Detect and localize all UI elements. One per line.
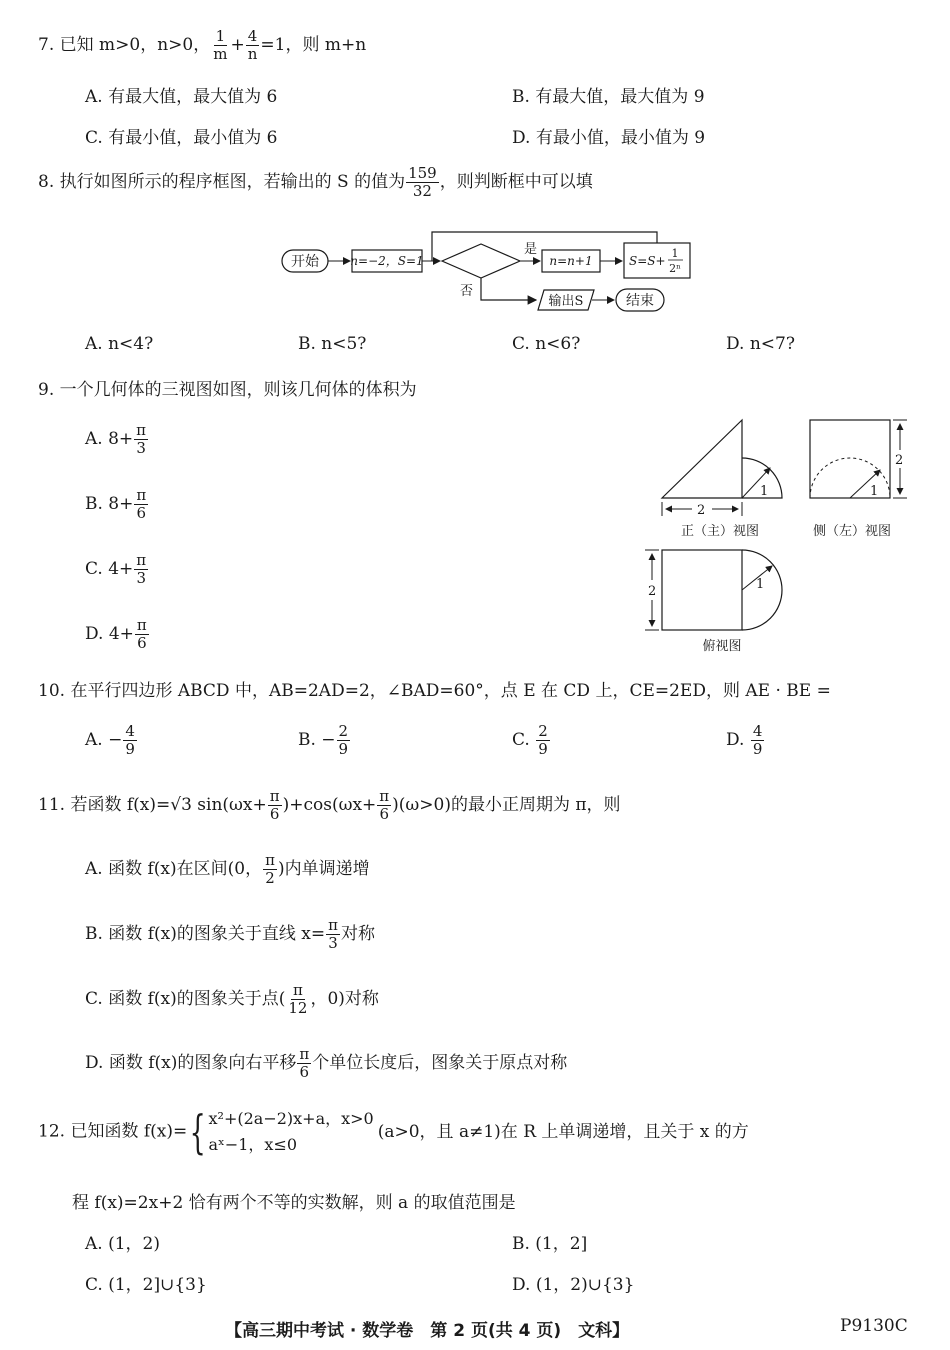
q9-option-b[interactable]	[85, 487, 149, 522]
q7-option-c[interactable]: C. 有最小值，最小值为 6	[85, 128, 278, 148]
flow-update-frac-num: 1	[671, 247, 679, 260]
q8-frac	[406, 165, 439, 200]
q8-prefix: 8. 执行如图所示的程序框图，若输出的 S 的值为	[38, 172, 406, 192]
q11-c-num: π	[293, 981, 303, 999]
q11-d-part1: D. 函数 f(x)的图象向右平移	[85, 1053, 297, 1073]
q10-c-frac	[536, 723, 550, 758]
q11-b-frac	[326, 917, 340, 952]
q9-option-a-label: A. 8+	[85, 429, 134, 449]
q9-option-a[interactable]	[85, 422, 149, 457]
q12-option-a[interactable]: A. (1，2)	[85, 1234, 160, 1254]
q8-option-c[interactable]: C. n<6?	[512, 334, 581, 354]
q10-d-den: 9	[752, 740, 763, 758]
side-view	[810, 420, 907, 539]
q11-d-num: π	[299, 1045, 310, 1063]
top-depth-label: 2	[648, 584, 657, 599]
q8-option-d[interactable]: D. n<7?	[726, 334, 795, 354]
q7-frac2-den: n	[247, 45, 258, 63]
q10-a-den: 9	[125, 740, 135, 758]
flow-step-label: n=n+1	[549, 254, 593, 268]
q11-f1-num: π	[269, 787, 280, 805]
paper-code: P9130C	[840, 1316, 908, 1336]
q11-c-den: 12	[288, 999, 308, 1017]
q11-a-den: 2	[265, 869, 275, 887]
q7-frac2	[246, 28, 260, 63]
q10-option-a[interactable]	[85, 723, 138, 758]
q11-a-part2: )内单调递增	[277, 859, 370, 879]
q9-c-den: 3	[136, 569, 146, 587]
flow-end-label: 结束	[626, 293, 654, 309]
q11-b-den: 3	[328, 934, 338, 952]
q12-part1: 12. 已知函数 f(x)=	[38, 1121, 188, 1142]
q10-c-num: 2	[538, 722, 548, 740]
q11-a-frac	[263, 852, 277, 887]
question-10-stem: 10. 在平行四边形 ABCD 中，AB=2AD=2，∠BAD=60°，点 E 在 CD 上，CE=2ED，则 AE · BE =	[38, 681, 831, 701]
q12-option-c[interactable]: C. (1，2]∪{3}	[85, 1275, 207, 1295]
flow-start-label: 开始	[291, 254, 319, 270]
question-9-stem: 9. 一个几何体的三视图如图，则该几何体的体积为	[38, 380, 417, 400]
q11-d-den: 6	[299, 1063, 310, 1081]
top-radius-label: 1	[756, 577, 765, 592]
q9-c-num: π	[136, 551, 147, 569]
front-view	[662, 420, 782, 539]
side-height-label: 2	[895, 453, 904, 468]
q12-part2: (a>0，且 a≠1)在 R 上单调递增，且关于 x 的方	[377, 1121, 749, 1142]
q11-a-part1: A. 函数 f(x)在区间(0，	[85, 859, 263, 879]
q9-option-d-label: D. 4+	[85, 624, 134, 644]
q10-d-frac	[751, 723, 765, 758]
q9-a-den: 3	[136, 439, 146, 457]
front-view-caption: 正（主）视图	[680, 524, 760, 539]
q12-line2: 程 f(x)=2x+2 恰有两个不等的实数解，则 a 的取值范围是	[72, 1193, 516, 1213]
q7-suffix: =1，则 m+n	[260, 35, 367, 55]
q9-option-c-frac	[134, 552, 148, 587]
q11-b-num: π	[328, 916, 338, 934]
question-12-stem	[38, 1106, 749, 1158]
three-view-drawing	[640, 410, 920, 660]
q10-b-frac	[337, 723, 351, 758]
q9-option-b-label: B. 8+	[85, 494, 134, 514]
q10-b-label: B. −	[298, 730, 336, 750]
flow-yes-label: 是	[524, 242, 538, 257]
q12-option-b[interactable]: B. (1，2]	[512, 1234, 588, 1254]
question-7-stem	[38, 28, 366, 63]
q9-option-c[interactable]	[85, 552, 149, 587]
flow-init-label: n=−2，S=1	[350, 254, 424, 268]
q7-frac1	[211, 28, 229, 63]
q7-option-d[interactable]: D. 有最小值，最小值为 9	[512, 128, 706, 148]
q9-option-d-frac	[135, 617, 149, 652]
q10-b-num: 2	[338, 722, 349, 740]
flow-output-label: 输出S	[548, 294, 584, 309]
q7-frac2-num: 4	[247, 27, 258, 45]
program-flowchart	[270, 222, 700, 322]
q9-a-num: π	[136, 421, 147, 439]
q9-b-num: π	[136, 486, 147, 504]
q11-b-part1: B. 函数 f(x)的图象关于直线 x=	[85, 924, 326, 944]
q8-suffix: ，则判断框中可以填	[439, 172, 593, 192]
q12-case2: aˣ−1，x≤0	[208, 1135, 298, 1154]
q7-option-b[interactable]: B. 有最大值，最大值为 9	[512, 87, 705, 107]
q11-frac2	[377, 788, 391, 823]
q10-option-c[interactable]	[512, 723, 551, 758]
q10-a-frac	[123, 723, 137, 758]
top-view-caption: 俯视图	[702, 639, 742, 654]
page-footer: 【高三期中考试 · 数学卷 第 2 页(共 4 页) 文科】	[225, 1321, 630, 1341]
q10-option-b[interactable]	[298, 723, 351, 758]
q10-d-num: 4	[752, 722, 763, 740]
q9-d-den: 6	[137, 634, 147, 652]
q11-option-a[interactable]	[85, 852, 370, 887]
flow-update-frac-den: 2ⁿ	[669, 262, 681, 275]
q12-case1: x²+(2a−2)x+a，x>0	[208, 1109, 374, 1128]
q11-c-part1: C. 函数 f(x)的图象关于点(	[85, 989, 286, 1009]
q11-part1: 11. 若函数 f(x)=√3 sin(ωx+	[38, 795, 267, 815]
question-8-stem	[38, 165, 593, 200]
q9-d-num: π	[136, 616, 147, 634]
q10-d-label: D.	[726, 730, 750, 750]
q11-b-part2: 对称	[340, 924, 375, 944]
q11-f1-den: 6	[269, 805, 280, 823]
q10-option-d[interactable]	[726, 723, 765, 758]
flow-loop-line	[432, 232, 657, 261]
q12-option-d[interactable]: D. (1，2)∪{3}	[512, 1275, 635, 1295]
flow-update-label: S=S+	[629, 254, 666, 268]
q10-a-label: A. −	[85, 730, 123, 750]
q11-option-c[interactable]	[85, 982, 379, 1017]
q7-frac1-den: m	[213, 45, 228, 63]
front-width-label: 2	[697, 503, 706, 518]
top-view	[645, 550, 782, 654]
q10-c-den: 9	[538, 740, 548, 758]
q10-a-num: 4	[125, 722, 135, 740]
q9-option-b-frac	[134, 487, 148, 522]
q11-c-frac	[286, 982, 309, 1017]
q12-brace-icon: {	[189, 1105, 206, 1159]
side-radius-label: 1	[870, 484, 879, 499]
q7-plus: +	[230, 35, 245, 55]
q11-d-part2: 个单位长度后，图象关于原点对称	[312, 1053, 568, 1073]
q11-c-part2: ，0)对称	[310, 989, 379, 1009]
q8-frac-den: 32	[412, 182, 432, 200]
q8-option-a[interactable]: A. n<4?	[85, 334, 154, 354]
q7-cond: m>0，n>0，	[99, 35, 211, 55]
q11-option-b[interactable]	[85, 917, 375, 952]
q11-option-d[interactable]	[85, 1046, 567, 1081]
q7-prefix: 7. 已知	[38, 35, 100, 55]
q11-f2-num: π	[379, 787, 390, 805]
front-radius-label: 1	[760, 484, 769, 499]
q8-frac-num: 159	[408, 164, 437, 182]
q11-d-frac	[297, 1046, 311, 1081]
q10-b-den: 9	[338, 740, 349, 758]
q9-option-a-frac	[134, 422, 148, 457]
flow-decision-diamond	[442, 244, 520, 278]
side-view-caption: 侧（左）视图	[812, 524, 892, 539]
q11-a-num: π	[265, 851, 275, 869]
q8-option-b[interactable]: B. n<5?	[298, 334, 367, 354]
q12-piecewise	[209, 1106, 374, 1158]
q7-option-a[interactable]: A. 有最大值，最大值为 6	[85, 87, 278, 107]
q11-part2: )+cos(ωx+	[282, 795, 377, 815]
q7-frac1-num: 1	[215, 27, 226, 45]
question-11-stem	[38, 788, 621, 823]
q9-option-c-label: C. 4+	[85, 559, 134, 579]
q9-option-d[interactable]	[85, 617, 150, 652]
q11-f2-den: 6	[379, 805, 389, 823]
q9-b-den: 6	[136, 504, 147, 522]
q10-c-label: C.	[512, 730, 536, 750]
q11-frac1	[268, 788, 282, 823]
q11-part3: )(ω>0)的最小正周期为 π，则	[392, 795, 621, 815]
flow-no-label: 否	[460, 284, 474, 299]
